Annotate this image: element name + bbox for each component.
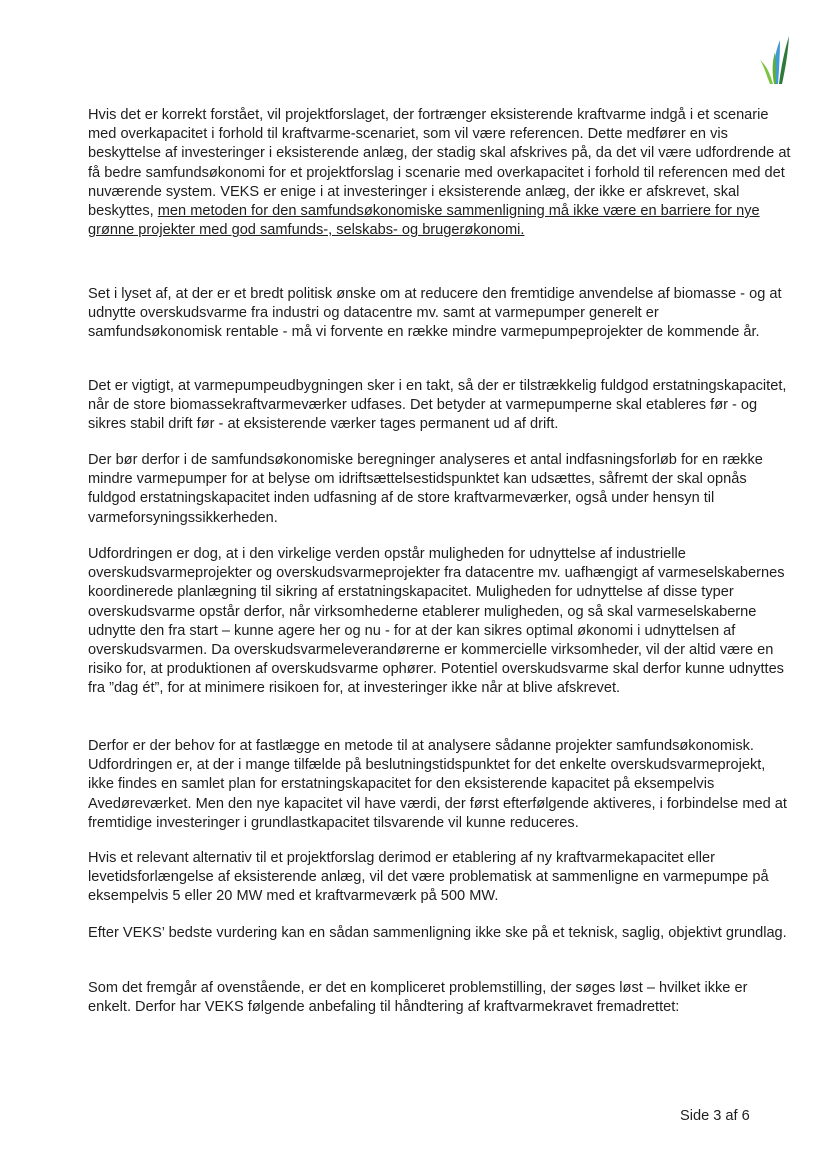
- leaf-green-dark: [779, 36, 789, 84]
- paragraph-3-text: Det er vigtigt, at varmepumpeudbygningen sker i en takt, så der er tilstrækkelig fuldgod erstatningskapacitet, når de store biomassekraftvarmeværker udfases. Det betyder at varmepumperne skal etableres før - og sikres stabil drift før - at eksisterende værker tages permanent ud af drift.: [88, 378, 787, 433]
- paragraph-8: [88, 924, 792, 943]
- paragraph-5: [88, 545, 792, 699]
- paragraph-2: [88, 285, 792, 343]
- paragraph-4-text: Der bør derfor i de samfundsøkonomiske beregninger analyseres et antal indfasningsforløb for en række mindre varmepumper for at belyse om idriftsættelsestidspunktet kan udsættes, såfremt der skal opnås fuldgod erstatningskapacitet inden udfasning af de store kraftvarmeværker, også under hensyn til varmeforsyningssikkerheden.: [88, 452, 763, 526]
- paragraph-9-text: Som det fremgår af ovenstående, er det en kompliceret problemstilling, der søges løst – hvilket ikke er enkelt. Derfor har VEKS følgende anbefaling til håndtering af kraftvarmekravet fremadrettet:: [88, 980, 748, 1016]
- veks-leaf-logo-icon: [756, 26, 792, 86]
- paragraph-6: [88, 737, 792, 833]
- paragraph-1-text: Hvis det er korrekt forstået, vil projektforslaget, der fortrænger eksisterende kraftvarme indgå i et scenarie med overkapacitet i forhold til kraftvarme-scenariet, som vil være referencen. Dette medfører en vis beskyttelse af investeringer i eksisterende anlæg, der stadig skal afskrives på, da det vil være udfordrende at få bedre samfundsøkonomi for et projektforslag i scenarie med overkapacitet i forhold til referencen med det nuværende system. VEKS er enige i at investeringer i eksisterende anlæg, der ikke er afskrevet, skal beskyttes,: [88, 107, 791, 220]
- paragraph-6-text: Derfor er der behov for at fastlægge en metode til at analysere sådanne projekter samfundsøkonomisk. Udfordringen er, at der i mange tilfælde på beslutningstidspunktet for det enkelte overskudsvarmeprojekt, ikke findes en samlet plan for erstatningskapacitet for den eksisterende kapacitet på eksempelvis Avedøreværket. Men den nye kapacitet vil have værdi, der først efterfølgende aktiveres, i forbindelse med at fremtidige investeringer i grundlastkapacitet tilsvarende vil kunne reduceres.: [88, 738, 787, 831]
- paragraph-5-text: Udfordringen er dog, at i den virkelige verden opstår muligheden for udnyttelse af industrielle overskudsvarmeprojekter og overskudsvarmeprojekter fra datacentre mv. uafhængigt af varmeselskabernes koordinerede planlægning til sikring af erstatningskapacitet. Muligheden for udnyttelse af disse typer overskudsvarme opstår derfor, når virksomhederne etablerer muligheden, og så skal varmeselskaberne udnytte den fra start – kunne agere her og nu - for at der kan sikres optimal økonomi i udnyttelsen af overskudsvarmen. Da overskudsvarmeleverandørerne er kommercielle virksomheder, vil der altid være en risiko for, at produktionen af overskudsvarme ophører. Potentiel overskudsvarme skal derfor kunne udnyttes fra ”dag ét”, for at minimere risikoen for, at investeringer ikke når at blive afskrevet.: [88, 546, 785, 697]
- paragraph-7-text: Hvis et relevant alternativ til et projektforslag derimod er etablering af ny kraftvarmekapacitet eller levetidsforlængelse af eksisterende anlæg, vil det være problematisk at sammenligne en varmepumpe på eksempelvis 5 eller 20 MW med et kraftvarmeværk på 500 MW.: [88, 850, 769, 905]
- paragraph-7: [88, 849, 792, 907]
- paragraph-4: [88, 451, 792, 528]
- leaf-green-light: [760, 60, 773, 84]
- paragraph-1: [88, 106, 792, 240]
- paragraph-9: [88, 979, 792, 1017]
- paragraph-3: [88, 377, 792, 435]
- paragraph-8-text: Efter VEKS’ bedste vurdering kan en sådan sammenligning ikke ske på et teknisk, saglig, objektivt grundlag.: [88, 925, 787, 941]
- page-number: Side 3 af 6: [680, 1108, 750, 1124]
- paragraph-1-underlined: men metoden for den samfundsøkonomiske sammenligning må ikke være en barriere for nye grønne projekter med god samfunds-, selskabs- og brugerøkonomi.: [88, 203, 760, 239]
- paragraph-2-text: Set i lyset af, at der er et bredt politisk ønske om at reducere den fremtidige anvendelse af biomasse - og at udnytte overskudsvarme fra industri og datacentre mv. samt at varmepumper generelt er samfundsøkonomisk rentable - må vi forvente en række mindre varmepumpeprojekter de kommende år.: [88, 286, 782, 341]
